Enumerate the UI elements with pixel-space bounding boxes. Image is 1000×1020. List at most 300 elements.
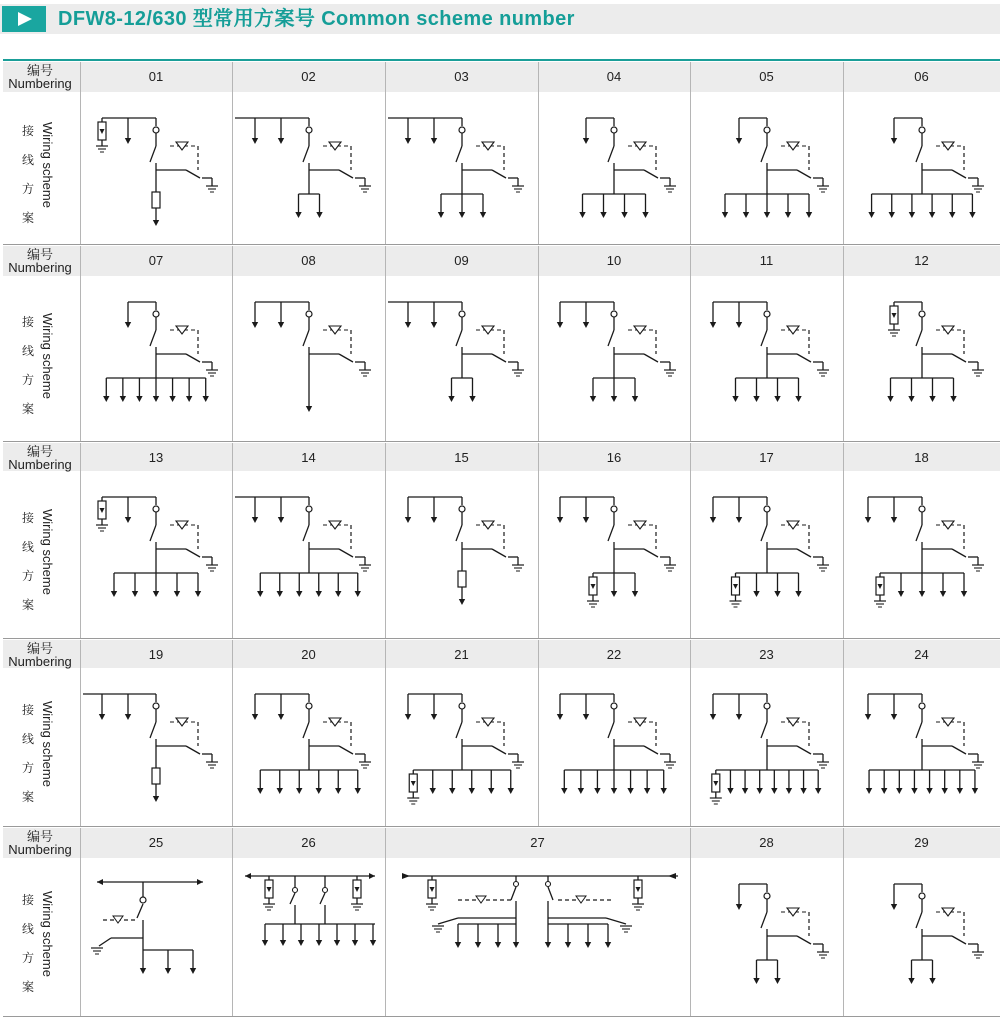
feeder-arrow-icon (908, 396, 914, 402)
contact-icon (546, 882, 551, 887)
wiring-diagram-21 (388, 672, 535, 824)
feeder-arrow-icon (736, 714, 742, 720)
contact-icon (611, 506, 617, 512)
feeder-arrow-icon (795, 591, 801, 597)
feeder-arrow-icon (605, 942, 611, 948)
feeder-arrow-icon (764, 212, 770, 218)
column-divider (538, 640, 539, 826)
feeder-arrow-icon (908, 978, 914, 984)
wiring-diagram-05 (693, 96, 840, 242)
scheme-number: 02 (301, 69, 316, 84)
feeder-arrow-icon (316, 591, 322, 597)
feeder-arrow-icon (644, 788, 650, 794)
numbering-label-zh: 编号 (26, 641, 53, 656)
scheme-number: 01 (148, 69, 164, 84)
feeder-arrow-icon (929, 396, 935, 402)
feeder-arrow-icon (929, 978, 935, 984)
feeder-arrow-icon (165, 968, 171, 974)
feeder-arrow-icon (262, 940, 268, 946)
wiring-diagram-14 (235, 475, 382, 636)
wiring-diagram-18 (846, 475, 997, 636)
feeder-arrow-icon (557, 714, 563, 720)
column-divider (232, 246, 233, 441)
feeder-arrow-icon (557, 517, 563, 523)
numbering-label-zh: 编号 (26, 247, 53, 262)
column-divider (80, 828, 81, 1016)
feeder-arrow-icon (431, 714, 437, 720)
indicator-icon (576, 896, 586, 903)
feeder-arrow-icon (278, 517, 284, 523)
feeder-arrow-icon (785, 212, 791, 218)
contact-icon (306, 127, 312, 133)
column-divider (385, 443, 386, 638)
scheme-number: 07 (148, 253, 164, 268)
switch-blade (916, 722, 922, 738)
feeder-arrow-icon (120, 396, 126, 402)
feeder-arrow-icon (891, 714, 897, 720)
feeder-arrow-icon (661, 788, 667, 794)
busbar-arrow-icon (668, 873, 676, 879)
contact-icon (140, 897, 146, 903)
wiring-label-zh: 案 (21, 790, 34, 804)
wiring-diagram-07 (83, 280, 229, 439)
feeder-arrow-icon (583, 322, 589, 328)
feeder-arrow-icon (565, 942, 571, 948)
scheme-number: 15 (454, 450, 469, 465)
switch-blade (608, 146, 614, 162)
switch-blade (608, 525, 614, 541)
feeder-arrow-icon (295, 212, 301, 218)
earth-switch-blade (186, 746, 200, 754)
wire (438, 918, 458, 924)
contact-icon (919, 703, 925, 709)
feeder-arrow-icon (941, 788, 947, 794)
feeder-arrow-icon (334, 940, 340, 946)
scheme-number: 08 (301, 253, 316, 268)
feeder-arrow-icon (891, 517, 897, 523)
feeder-arrow-icon (335, 591, 341, 597)
feeder-arrow-icon (370, 940, 376, 946)
wiring-diagram-10 (541, 280, 687, 439)
contact-icon (153, 703, 159, 709)
wiring-label-zh: 接 (21, 510, 34, 525)
numbering-label-en: Numbering (8, 654, 72, 669)
switch-blade (290, 893, 295, 904)
feeder-arrow-icon (710, 517, 716, 523)
feeder-arrow-icon (561, 788, 567, 794)
feeder-arrow-icon (431, 138, 437, 144)
feeder-arrow-icon (727, 788, 733, 794)
wiring-diagram-11 (693, 280, 840, 439)
scheme-number: 21 (454, 647, 469, 662)
contact-icon (459, 703, 465, 709)
feeder-arrow-icon (252, 322, 258, 328)
wiring-label-zh: 线 (21, 153, 34, 167)
numbering-label-en: Numbering (8, 457, 72, 472)
feeder-arrow-icon (865, 517, 871, 523)
feeder-arrow-icon (103, 396, 109, 402)
feeder-arrow-icon (722, 212, 728, 218)
contact-icon (764, 893, 770, 899)
switch-blade (303, 525, 309, 541)
earth-switch-blade (339, 746, 353, 754)
wiring-label-zh: 方 (21, 182, 34, 196)
feeder-arrow-icon (771, 788, 777, 794)
column-divider (538, 62, 539, 244)
column-divider (690, 828, 691, 1016)
feeder-arrow-icon (125, 322, 131, 328)
feeder-arrow-icon (957, 788, 963, 794)
scheme-number: 10 (606, 253, 622, 268)
feeder-arrow-icon (257, 591, 263, 597)
feeder-arrow-icon (475, 942, 481, 948)
feeder-arrow-icon (480, 212, 486, 218)
wiring-diagram-13 (83, 475, 229, 636)
contact-icon (306, 311, 312, 317)
earth-switch-blade (492, 170, 506, 178)
feeder-arrow-icon (950, 396, 956, 402)
feeder-arrow-icon (736, 904, 742, 910)
feeder-arrow-icon (280, 940, 286, 946)
wiring-scheme-label (3, 471, 79, 638)
earth-switch-blade (952, 936, 966, 944)
feeder-arrow-icon (786, 788, 792, 794)
numbering-label-zh: 编号 (26, 444, 53, 459)
feeder-arrow-icon (949, 212, 955, 218)
feeder-arrow-icon (743, 212, 749, 218)
feeder-arrow-icon (132, 591, 138, 597)
wiring-label-zh: 方 (21, 372, 34, 387)
feeder-arrow-icon (926, 788, 932, 794)
earth-switch-blade (492, 354, 506, 362)
feeder-arrow-icon (405, 517, 411, 523)
feeder-arrow-icon (940, 591, 946, 597)
feeder-arrow-icon (111, 591, 117, 597)
earth-switch-blade (339, 549, 353, 557)
feeder-arrow-icon (140, 968, 146, 974)
column-divider (690, 246, 691, 441)
contact-icon (514, 882, 519, 887)
feeder-arrow-icon (911, 788, 917, 794)
wiring-diagram-03 (388, 96, 535, 242)
wiring-diagram-24 (846, 672, 997, 824)
column-divider (385, 828, 386, 1016)
feeder-arrow-icon (583, 138, 589, 144)
contact-icon (459, 127, 465, 133)
contact-icon (306, 506, 312, 512)
indicator-icon (476, 896, 486, 903)
row-divider (3, 244, 1000, 245)
feeder-arrow-icon (459, 212, 465, 218)
contact-icon (459, 311, 465, 317)
switch-blade (608, 722, 614, 738)
wiring-diagram-20 (235, 672, 382, 824)
feeder-arrow-icon (296, 788, 302, 794)
numbering-label-en: Numbering (8, 76, 72, 91)
indicator-icon (113, 916, 123, 923)
feeder-arrow-icon (898, 591, 904, 597)
scheme-number: 11 (759, 253, 774, 268)
feeder-arrow-icon (306, 406, 312, 412)
feeder-arrow-icon (600, 212, 606, 218)
feeder-arrow-icon (296, 591, 302, 597)
feeder-arrow-icon (203, 396, 209, 402)
scheme-number: 03 (454, 69, 469, 84)
feeder-arrow-icon (866, 788, 872, 794)
wiring-diagram-27 (388, 862, 687, 1014)
wiring-diagram-06 (846, 96, 997, 242)
wire (99, 938, 111, 946)
fuse-icon (152, 768, 160, 784)
wiring-diagram-19 (83, 672, 229, 824)
wiring-label-en: Wiring scheme (40, 122, 55, 208)
feeder-arrow-icon (405, 138, 411, 144)
busbar-arrow-icon (245, 873, 251, 879)
feeder-arrow-icon (153, 591, 159, 597)
feeder-arrow-icon (806, 212, 812, 218)
switch-blade (150, 722, 156, 738)
feeder-arrow-icon (579, 212, 585, 218)
feeder-arrow-icon (627, 788, 633, 794)
feeder-arrow-icon (405, 714, 411, 720)
switch-blade (456, 525, 462, 541)
feeder-arrow-icon (169, 396, 175, 402)
switch-blade (150, 330, 156, 346)
feeder-arrow-icon (430, 788, 436, 794)
column-divider (232, 62, 233, 244)
contact-icon (323, 888, 328, 893)
feeder-arrow-icon (865, 714, 871, 720)
column-divider (232, 828, 233, 1016)
feeder-arrow-icon (495, 942, 501, 948)
busbar-arrow-icon (97, 879, 103, 885)
wiring-diagram-29 (846, 862, 997, 1014)
earth-switch-blade (644, 354, 658, 362)
feeder-arrow-icon (583, 517, 589, 523)
scheme-number: 05 (759, 69, 774, 84)
feeder-arrow-icon (449, 788, 455, 794)
contact-icon (306, 703, 312, 709)
row-divider (3, 638, 1000, 639)
earth-switch-blade (952, 170, 966, 178)
wiring-diagram-15 (388, 475, 535, 636)
switch-blade (761, 330, 767, 346)
feeder-arrow-icon (815, 788, 821, 794)
contact-icon (153, 311, 159, 317)
numbering-label-zh: 编号 (26, 829, 53, 844)
scheme-number: 22 (606, 647, 622, 662)
feeder-arrow-icon (795, 396, 801, 402)
wire (606, 918, 626, 924)
feeder-arrow-icon (590, 396, 596, 402)
wiring-label-zh: 案 (21, 597, 34, 612)
feeder-arrow-icon (278, 138, 284, 144)
wiring-diagram-22 (541, 672, 687, 824)
column-divider (690, 640, 691, 826)
wiring-scheme-label (3, 858, 79, 1016)
wiring-diagram-28 (693, 862, 840, 1014)
feeder-arrow-icon (469, 788, 475, 794)
scheme-number: 06 (914, 69, 929, 84)
feeder-arrow-icon (252, 714, 258, 720)
scheme-number: 18 (914, 450, 929, 465)
earth-switch-blade (492, 549, 506, 557)
column-divider (80, 640, 81, 826)
feeder-arrow-icon (125, 138, 131, 144)
switch-blade (137, 904, 143, 918)
switch-blade (303, 722, 309, 738)
feeder-arrow-icon (611, 396, 617, 402)
feeder-arrow-icon (891, 138, 897, 144)
feeder-arrow-icon (969, 212, 975, 218)
switch-blade (761, 722, 767, 738)
wiring-scheme-label (3, 92, 79, 244)
feeder-arrow-icon (611, 788, 617, 794)
wiring-label-zh: 接 (21, 893, 34, 907)
switch-blade (456, 330, 462, 346)
column-divider (385, 246, 386, 441)
feeder-arrow-icon (508, 788, 514, 794)
earth-switch-blade (492, 746, 506, 754)
feeder-arrow-icon (736, 517, 742, 523)
feeder-arrow-icon (800, 788, 806, 794)
feeder-arrow-icon (252, 138, 258, 144)
column-divider (843, 443, 844, 638)
earth-switch-blade (186, 170, 200, 178)
feeder-arrow-icon (257, 788, 263, 794)
switch-blade (916, 146, 922, 162)
scheme-number: 26 (301, 835, 316, 850)
feeder-arrow-icon (153, 396, 159, 402)
switch-blade (761, 912, 767, 928)
page-title: DFW8-12/630 型常用方案号 Common scheme number (58, 8, 575, 30)
contact-icon (919, 893, 925, 899)
feeder-arrow-icon (431, 517, 437, 523)
contact-icon (919, 127, 925, 133)
contact-icon (919, 311, 925, 317)
feeder-arrow-icon (736, 322, 742, 328)
table-top-rule (3, 59, 1000, 61)
wiring-label-zh: 案 (21, 211, 34, 225)
feeder-arrow-icon (125, 714, 131, 720)
switch-blade (303, 146, 309, 162)
feeder-arrow-icon (277, 591, 283, 597)
wiring-diagram-17 (693, 475, 840, 636)
wiring-label-en: Wiring scheme (40, 701, 55, 787)
column-divider (843, 828, 844, 1016)
contact-icon (459, 506, 465, 512)
wiring-label-zh: 接 (21, 314, 34, 329)
switch-blade (916, 330, 922, 346)
feeder-arrow-icon (710, 322, 716, 328)
column-divider (80, 62, 81, 244)
feeder-arrow-icon (469, 396, 475, 402)
feeder-arrow-icon (611, 591, 617, 597)
contact-icon (293, 888, 298, 893)
column-divider (690, 443, 691, 638)
feeder-arrow-icon (583, 714, 589, 720)
wiring-label-en: Wiring scheme (40, 508, 55, 595)
switch-blade (303, 330, 309, 346)
feeder-arrow-icon (355, 788, 361, 794)
switch-blade (916, 912, 922, 928)
feeder-arrow-icon (774, 396, 780, 402)
earth-switch-blade (644, 746, 658, 754)
scheme-number: 25 (148, 835, 164, 850)
wiring-diagram-01 (83, 96, 229, 242)
feeder-arrow-icon (919, 591, 925, 597)
wiring-label-zh: 线 (21, 922, 34, 936)
feeder-arrow-icon (774, 591, 780, 597)
feeder-arrow-icon (909, 212, 915, 218)
feeder-arrow-icon (753, 591, 759, 597)
column-divider (843, 640, 844, 826)
switch-blade (456, 146, 462, 162)
column-divider (80, 246, 81, 441)
switch-blade (761, 525, 767, 541)
scheme-number: 23 (759, 647, 774, 662)
earth-switch-blade (797, 354, 811, 362)
earth-switch-blade (186, 549, 200, 557)
row-divider (3, 441, 1000, 442)
contact-icon (764, 506, 770, 512)
busbar-arrow-icon (369, 873, 375, 879)
wiring-label-en: Wiring scheme (40, 891, 55, 977)
feeder-arrow-icon (174, 591, 180, 597)
wiring-diagram-25 (83, 862, 229, 1014)
feeder-arrow-icon (431, 322, 437, 328)
wiring-scheme-label (3, 276, 79, 441)
scheme-number: 17 (759, 450, 774, 465)
switch-blade (761, 146, 767, 162)
feeder-arrow-icon (896, 788, 902, 794)
wiring-label-zh: 线 (21, 343, 34, 358)
feeder-arrow-icon (710, 714, 716, 720)
earth-switch-blade (797, 170, 811, 178)
scheme-number: 20 (301, 647, 316, 662)
scheme-number: 04 (606, 69, 622, 84)
feeder-arrow-icon (961, 591, 967, 597)
contact-icon (764, 127, 770, 133)
feeder-arrow-icon (316, 212, 322, 218)
wiring-diagram-02 (235, 96, 382, 242)
contact-icon (764, 311, 770, 317)
feeder-arrow-icon (195, 591, 201, 597)
wiring-diagram-26 (235, 862, 382, 1014)
feeder-arrow-icon (753, 396, 759, 402)
feeder-arrow-icon (756, 788, 762, 794)
numbering-label-en: Numbering (8, 260, 72, 275)
wiring-diagram-08 (235, 280, 382, 439)
scheme-number: 13 (148, 450, 164, 465)
earth-switch-blade (797, 549, 811, 557)
feeder-arrow-icon (868, 212, 874, 218)
wiring-label-zh: 案 (21, 980, 34, 994)
wiring-label-zh: 方 (21, 761, 34, 775)
contact-icon (153, 127, 159, 133)
feeder-arrow-icon (632, 591, 638, 597)
feeder-arrow-icon (190, 968, 196, 974)
contact-icon (153, 506, 159, 512)
feeder-arrow-icon (774, 978, 780, 984)
contact-icon (611, 703, 617, 709)
wiring-label-zh: 接 (21, 124, 34, 138)
wiring-scheme-label (3, 668, 79, 826)
wiring-label-zh: 案 (21, 401, 34, 416)
contact-icon (764, 703, 770, 709)
feeder-arrow-icon (278, 322, 284, 328)
column-divider (232, 443, 233, 638)
